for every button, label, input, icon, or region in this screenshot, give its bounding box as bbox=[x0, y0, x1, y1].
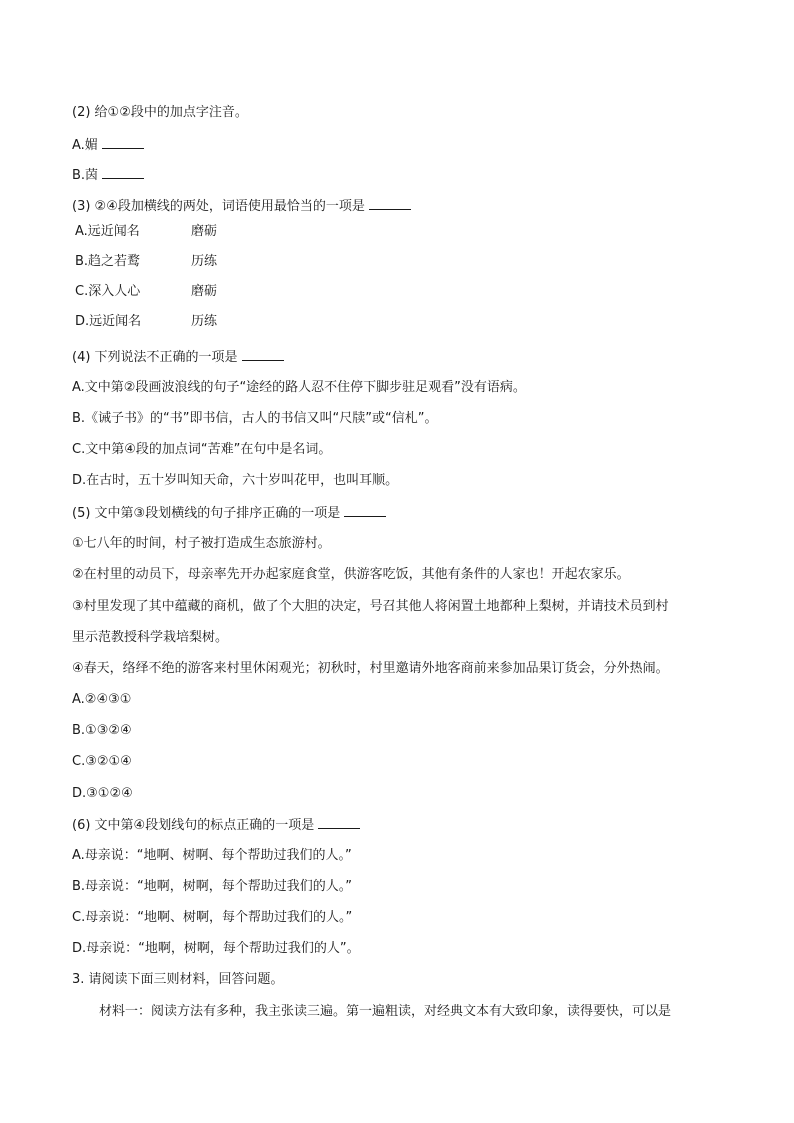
question-4-option-c: C.文中第④段的加点词“苦难”在句中是名词。 bbox=[72, 442, 332, 457]
question-2-option-a: A.媚 bbox=[72, 136, 144, 155]
question-5-sentence-1: ①七八年的时间，村子被打造成生态旅游村。 bbox=[72, 536, 331, 551]
answer-blank[interactable] bbox=[344, 504, 386, 517]
question-5-stem: (5) 文中第③段划横线的句子排序正确的一项是 bbox=[72, 504, 386, 523]
question-3-option-c: C.深入人心 磨砺 bbox=[75, 284, 218, 299]
answer-blank[interactable] bbox=[369, 197, 411, 210]
question-3-option-a: A.远近闻名 磨砺 bbox=[75, 224, 218, 239]
question-3-stem: (3) ②④段加横线的两处，词语使用最恰当的一项是 bbox=[72, 197, 411, 216]
question-5-sentence-2: ②在村里的动员下，母亲率先开办起家庭食堂，供游客吃饭，其他有条件的人家也！开起农家乐。 bbox=[72, 567, 630, 582]
material-1-text: 材料一：阅读方法有多种，我主张读三遍。第一遍粗读，对经典文本有大致印象，读得要快，可以是 bbox=[99, 1004, 672, 1019]
question-6-option-a: A.母亲说：“地啊、树啊、每个帮助过我们的人。” bbox=[72, 848, 352, 863]
answer-blank[interactable] bbox=[242, 348, 284, 361]
question-4-option-b: B.《诫子书》的“书”即书信，古人的书信又叫“尺牍”或“信札”。 bbox=[72, 411, 438, 426]
question-6-option-c: C.母亲说：“地啊、树啊，每个帮助过我们的人。” bbox=[72, 910, 353, 925]
question-3-option-d: D.远近闻名 历练 bbox=[75, 314, 218, 329]
question-5-option-c: C.③②①④ bbox=[72, 754, 132, 769]
question-5-option-b: B.①③②④ bbox=[72, 723, 132, 738]
question-5-sentence-4: ④春天，络绎不绝的游客来村里休闲观光；初秋时，村里邀请外地客商前来参加品果订货会，分外热闹。 bbox=[72, 661, 669, 676]
question-4-stem: (4) 下列说法不正确的一项是 bbox=[72, 348, 284, 367]
question-4-option-a: A.文中第②段画波浪线的句子“途经的路人忍不住停下脚步驻足观看”没有语病。 bbox=[72, 380, 526, 395]
question-5-option-a: A.②④③① bbox=[72, 692, 132, 707]
answer-blank[interactable] bbox=[102, 136, 144, 149]
question-2-option-b: B.茵 bbox=[72, 166, 144, 185]
question-6-option-b: B.母亲说：“地啊，树啊，每个帮助过我们的人。” bbox=[72, 879, 353, 894]
question-5-option-d: D.③①②④ bbox=[72, 786, 133, 801]
question-4-option-d: D.在古时，五十岁叫知天命，六十岁叫花甲，也叫耳顺。 bbox=[72, 473, 399, 488]
question-6-stem: (6) 文中第④段划线句的标点正确的一项是 bbox=[72, 816, 360, 835]
answer-blank[interactable] bbox=[318, 816, 360, 829]
question-3-main-stem: 3. 请阅读下面三则材料，回答问题。 bbox=[72, 972, 284, 987]
question-3-option-b: B.趋之若鹜 历练 bbox=[75, 254, 218, 269]
question-5-sentence-3: ③村里发现了其中蕴藏的商机，做了个大胆的决定，号召其他人将闲置土地都种上梨树，并请技术员到村 bbox=[72, 599, 669, 614]
answer-blank[interactable] bbox=[102, 166, 144, 179]
question-2-stem: (2) 给①②段中的加点字注音。 bbox=[72, 105, 248, 120]
question-5-sentence-3-cont: 里示范教授科学栽培梨树。 bbox=[72, 630, 229, 645]
question-6-option-d: D.母亲说：“地啊，树啊，每个帮助过我们的人”。 bbox=[72, 941, 360, 956]
